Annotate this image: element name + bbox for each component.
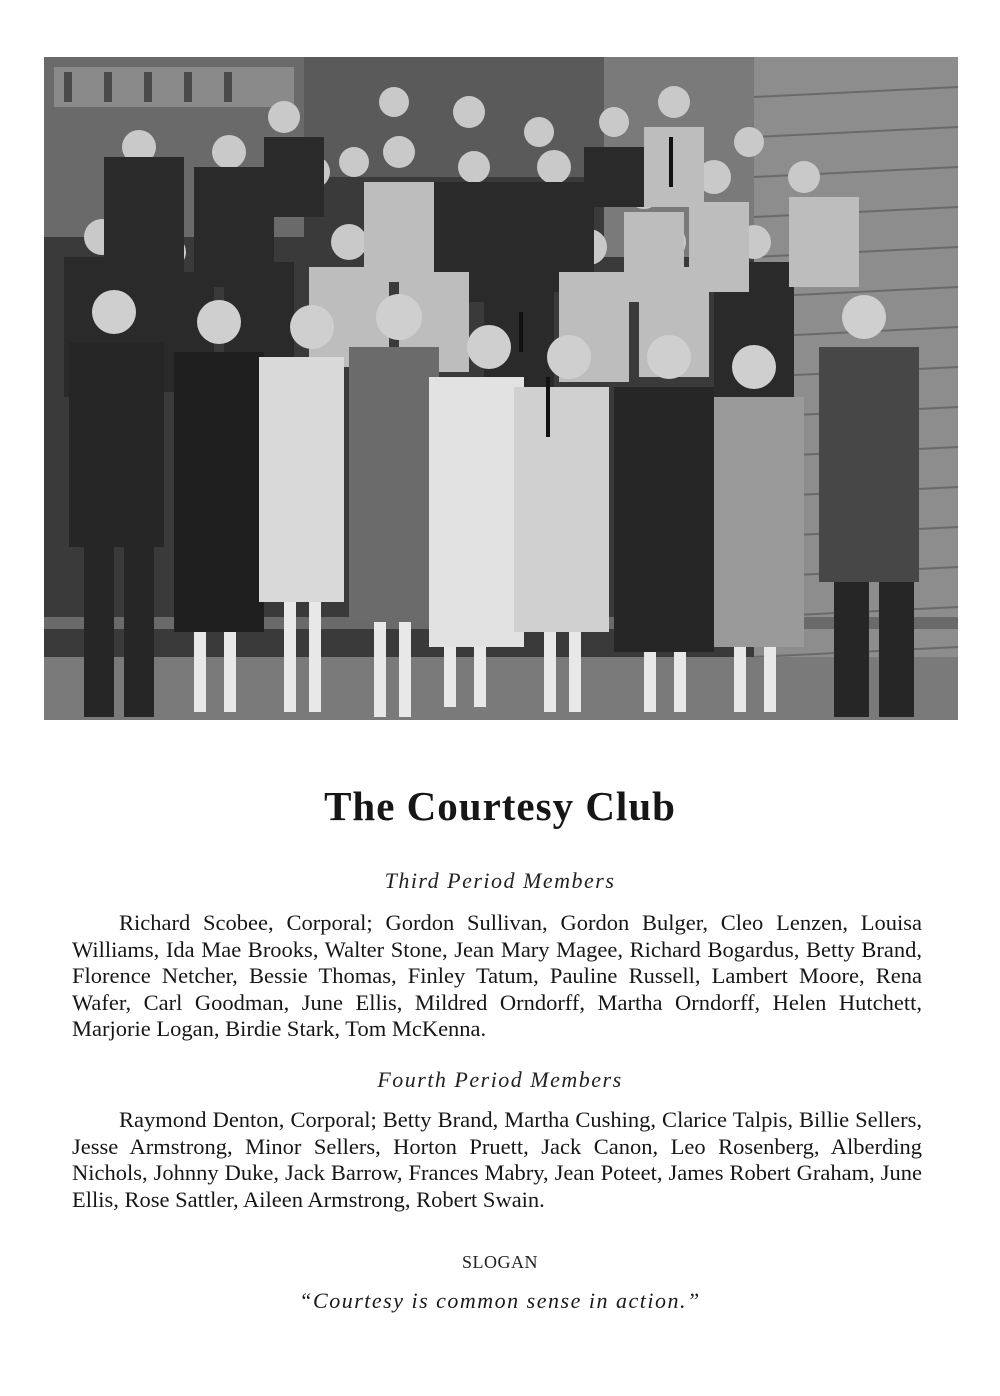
slogan-text: “Courtesy is common sense in action.”: [299, 1288, 701, 1313]
members-list-fourth-period: Raymond Denton, Corporal; Betty Brand, Martha Cushing, Clarice Talpis, Billie Sellers, Jesse Armstrong, Minor Sellers, Horton Pruett, Jack Canon, Leo Rosenberg, Alberding Nichols, Johnny Duke, Jack Barrow, Frances Mabry, Jean Poteet, James Robert Graham, June Ellis, Rose Sattler, Aileen Armstrong, Robert Swain.: [72, 1107, 922, 1212]
section-heading-fourth-period: Fourth Period Members: [377, 1067, 623, 1092]
section-heading-third-period: Third Period Members: [384, 868, 616, 893]
group-photo-illustration: [44, 57, 958, 720]
page-title: The Courtesy Club: [324, 783, 676, 829]
slogan-label: SLOGAN: [461, 1252, 538, 1272]
members-list-third-period: Richard Scobee, Corporal; Gordon Sullivan, Gordon Bulger, Cleo Lenzen, Louisa Williams, Ida Mae Brooks, Walter Stone, Jean Mary Magee, Richard Bogardus, Betty Brand, Florence Netcher, Bessie Thomas, Finley Tatum, Pauline Russell, Lambert Moore, Rena Wafer, Carl Goodman, June Ellis, Mildred Orndorff, Martha Orndorff, Helen Hutchett, Marjorie Logan, Birdie Stark, Tom McKenna.: [72, 910, 922, 1041]
group-photo: [44, 57, 958, 720]
